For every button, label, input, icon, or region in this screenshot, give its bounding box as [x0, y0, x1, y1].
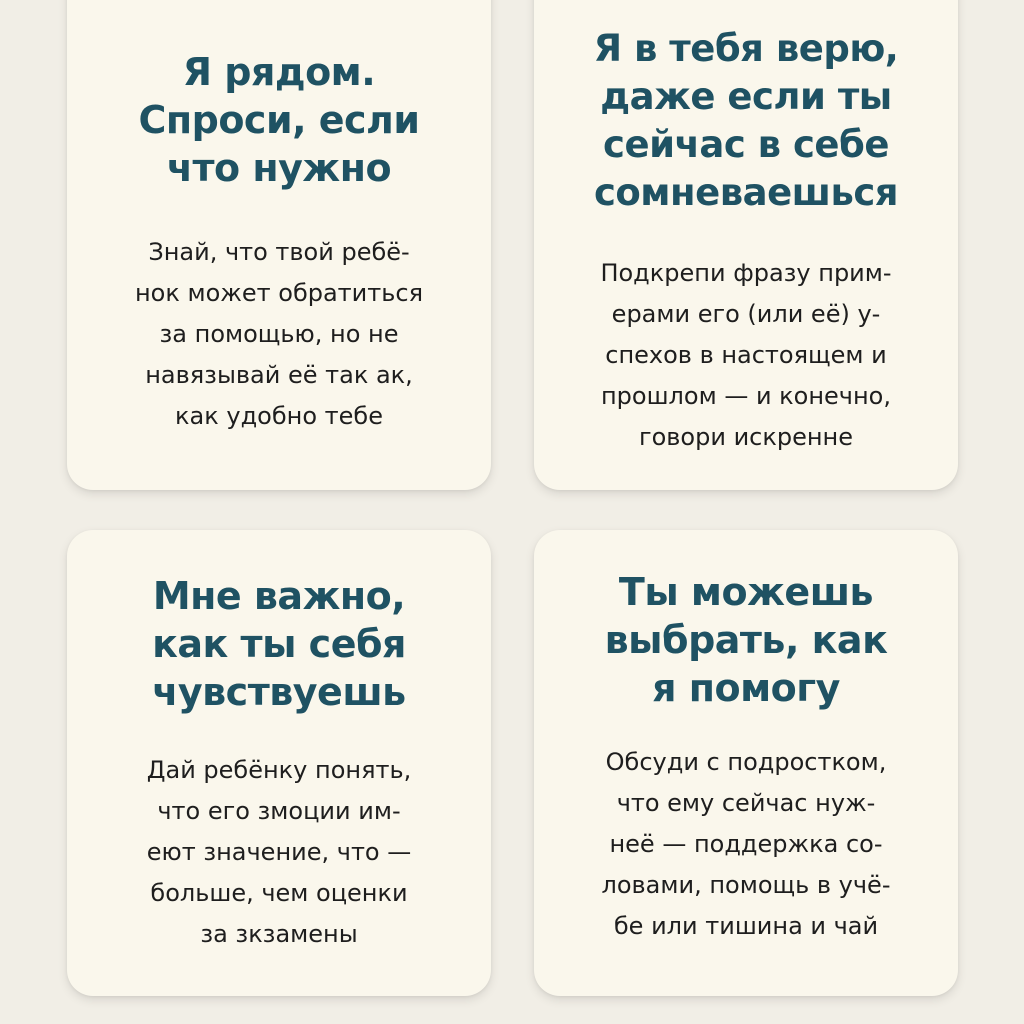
- tip-card-2: [534, 0, 958, 490]
- title-line: сейчас в себе: [603, 123, 889, 166]
- description-line: Подкрепи фразу прим-: [600, 259, 892, 287]
- card-title: [534, 568, 958, 712]
- title-line: как ты себя: [152, 622, 406, 666]
- description-line: Дай ребёнку понять,: [146, 756, 412, 784]
- description-line: ловами, помощь в учё-: [601, 871, 891, 899]
- card-description: [534, 253, 958, 458]
- description-line: за помощью, но не: [159, 320, 399, 348]
- description-line: еют значение, что —: [146, 838, 412, 866]
- title-line: Ты можешь: [618, 570, 874, 614]
- description-line: навязывай её так ак,: [145, 361, 413, 389]
- description-line: спехов в настоящем и: [605, 341, 887, 369]
- tip-card-3: [67, 530, 491, 996]
- title-line: Спроси, если: [138, 98, 420, 142]
- title-line: Мне важно,: [152, 574, 406, 618]
- description-line: бе или тишина и чай: [613, 912, 879, 940]
- description-line: Знай, что твой ребё-: [148, 238, 410, 266]
- card-title: [67, 572, 491, 716]
- description-line: говори искренне: [638, 423, 854, 451]
- description-line: больше, чем оценки: [150, 879, 408, 907]
- card-title: [534, 25, 958, 217]
- description-line: как удобно тебе: [175, 402, 383, 430]
- tip-card-1: [67, 0, 491, 490]
- description-line: ерами его (или её) у-: [611, 300, 881, 328]
- card-title: [67, 48, 491, 192]
- description-line: за зкзамены: [200, 920, 358, 948]
- title-line: я помогу: [652, 666, 840, 710]
- card-description: [67, 232, 491, 437]
- tip-card-4: [534, 530, 958, 996]
- title-line: даже если ты: [600, 75, 892, 118]
- title-line: сомневаешься: [593, 171, 899, 214]
- title-line: что нужно: [166, 146, 392, 190]
- title-line: Я в тебя верю,: [593, 27, 899, 70]
- description-line: Обсуди с подростком,: [605, 748, 887, 776]
- card-description: [534, 742, 958, 947]
- description-line: неё — поддержка со-: [609, 830, 883, 858]
- title-line: Я рядом.: [182, 50, 376, 94]
- description-line: что его змоции им-: [157, 797, 401, 825]
- card-description: [67, 750, 491, 955]
- description-line: прошлом — и конечно,: [600, 382, 891, 410]
- description-line: что ему сейчас нуж-: [616, 789, 876, 817]
- title-line: чувствуешь: [152, 670, 406, 714]
- description-line: нок может обратиться: [134, 279, 424, 307]
- title-line: выбрать, как: [604, 618, 888, 662]
